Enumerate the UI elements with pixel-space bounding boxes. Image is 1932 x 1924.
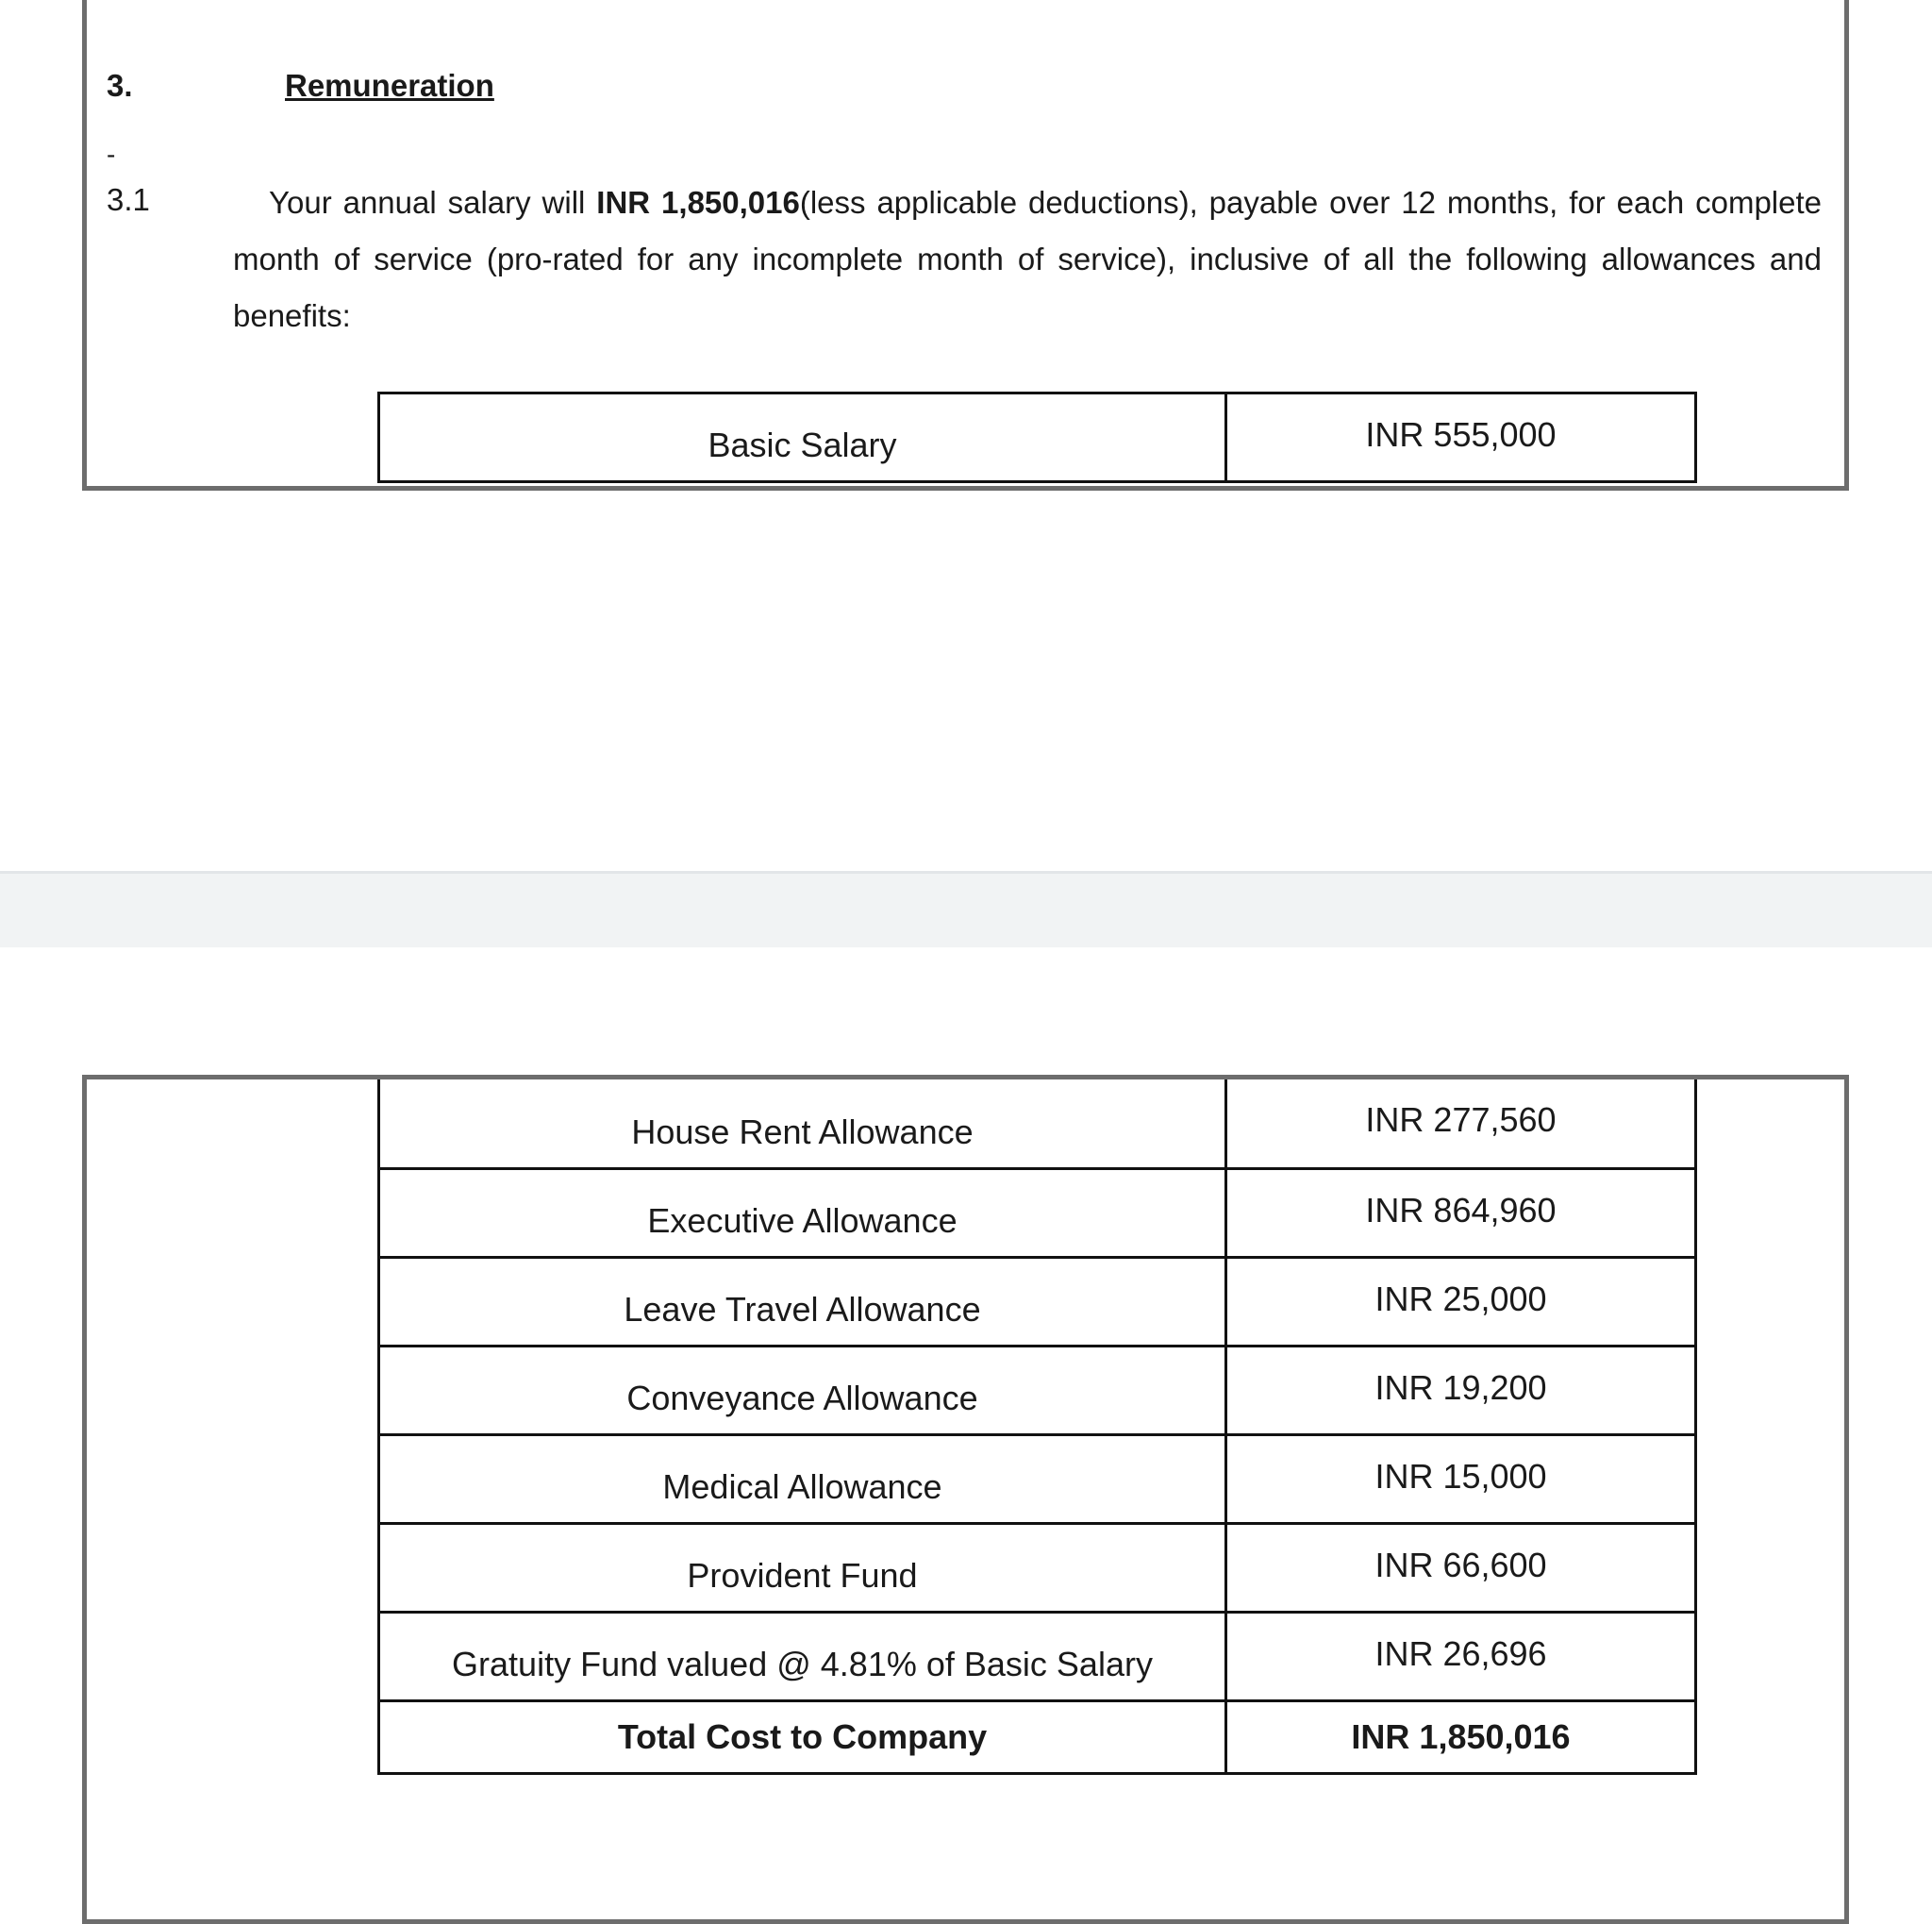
salary-text-rest: (less applicable deductions), payable over 12 months, for each complete month of service (pro-rated for any incomplete month of service), inclusive of all the following allowances and benefits: [233,185,1823,333]
salary-amount: INR 1,850,016 [596,185,800,220]
component-label: Executive Allowance [379,1168,1226,1257]
table-row [379,1079,1696,1168]
component-label: Conveyance Allowance [379,1346,1226,1434]
component-value: INR 66,600 [1226,1523,1696,1612]
list-dash: - [107,140,116,169]
component-value: INR 15,000 [1226,1434,1696,1523]
component-label: Gratuity Fund valued @ 4.81% of Basic Salary [379,1612,1226,1700]
component-value: INR 26,696 [1226,1612,1696,1700]
component-label: Basic Salary [379,393,1226,482]
clause-number: 3.1 [107,182,150,217]
section-number: 3. [107,68,133,103]
salary-text-intro: Your annual salary will [269,185,597,220]
table-row [379,1612,1696,1700]
table-row [379,1168,1696,1257]
component-label: House Rent Allowance [379,1079,1226,1168]
table-row [379,1523,1696,1612]
section-title: Remuneration [285,68,494,103]
total-row [379,1700,1696,1773]
component-value: INR 555,000 [1226,393,1696,482]
component-value: INR 19,200 [1226,1346,1696,1434]
total-label: Total Cost to Company [379,1700,1226,1773]
table-row [379,393,1696,482]
table-row [379,1434,1696,1523]
component-value: INR 277,560 [1226,1079,1696,1168]
total-value: INR 1,850,016 [1226,1700,1696,1773]
salary-table-page-2 [377,1079,1697,1775]
component-label: Provident Fund [379,1523,1226,1612]
component-label: Leave Travel Allowance [379,1257,1226,1346]
table-row [379,1346,1696,1434]
page-separator [0,871,1932,947]
table-row [379,1257,1696,1346]
component-value: INR 25,000 [1226,1257,1696,1346]
component-value: INR 864,960 [1226,1168,1696,1257]
salary-table-page-1 [377,392,1697,483]
component-label: Medical Allowance [379,1434,1226,1523]
salary-paragraph [233,175,1822,344]
